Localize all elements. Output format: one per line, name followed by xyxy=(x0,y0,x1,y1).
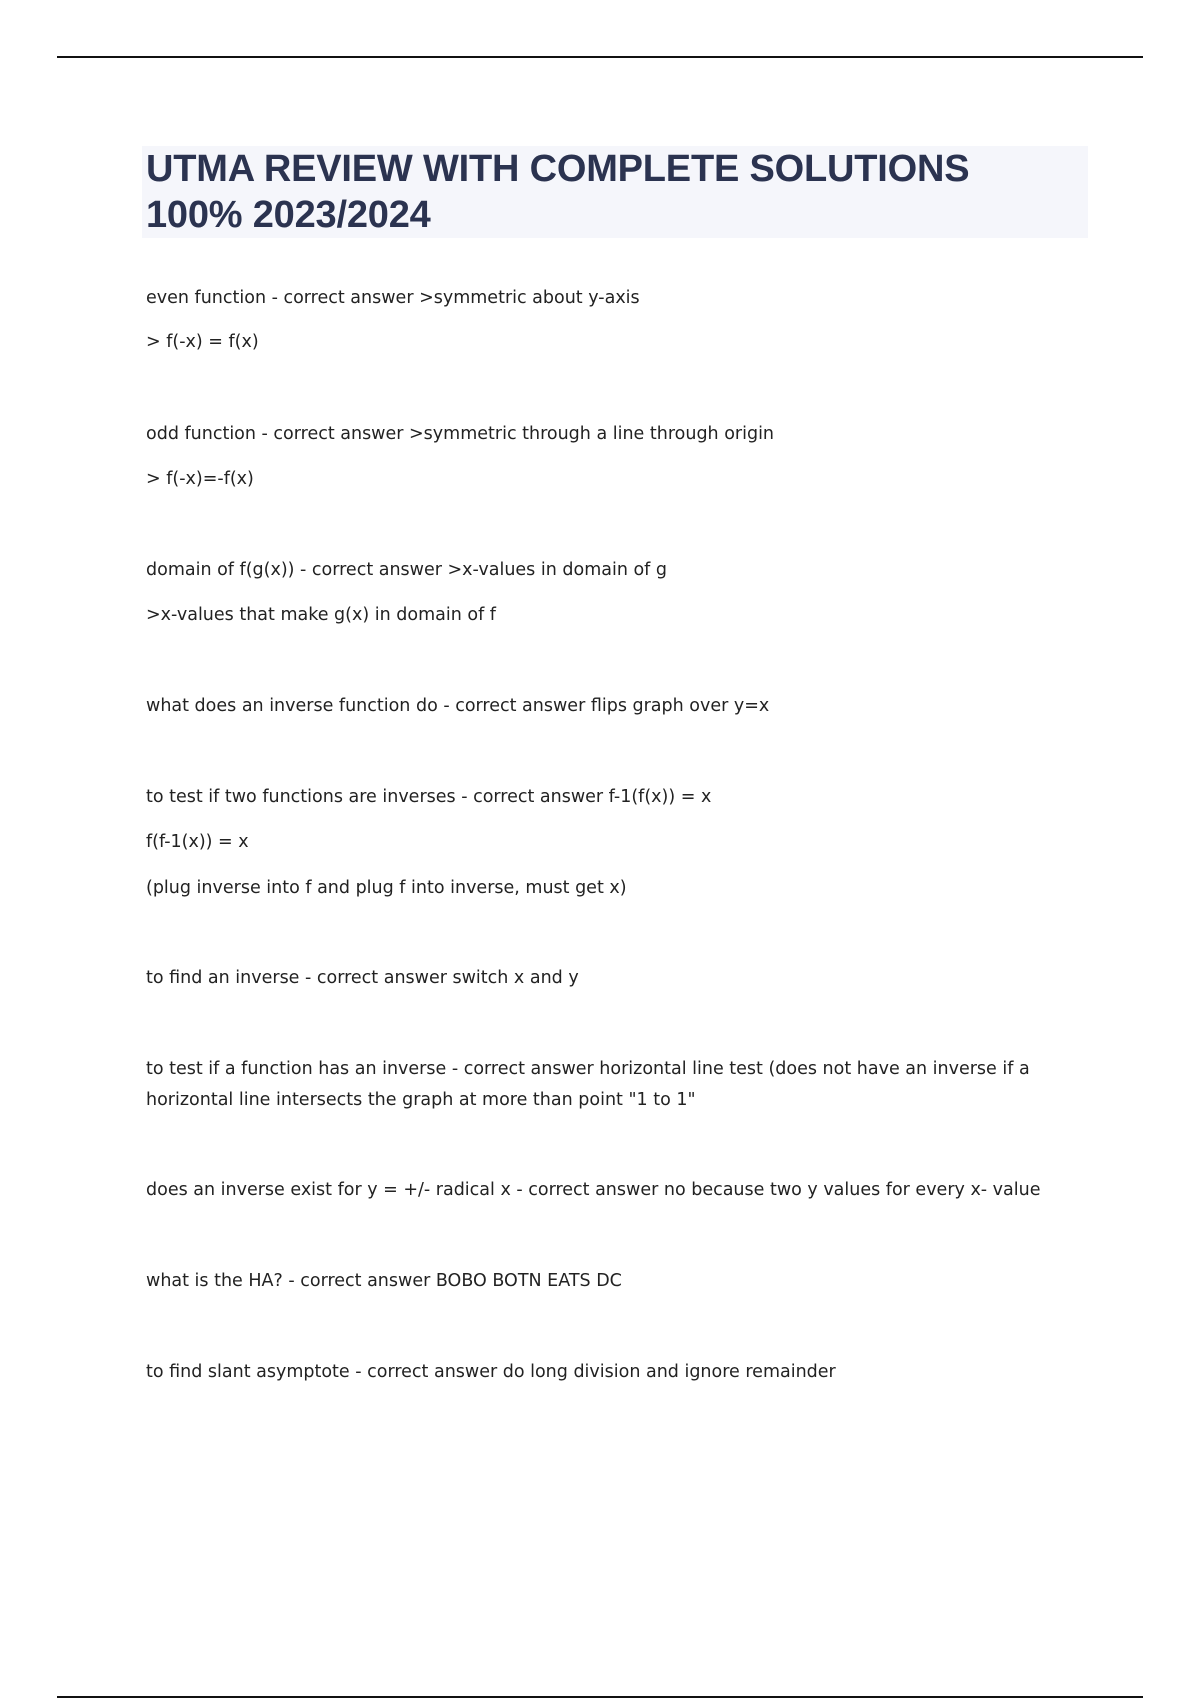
entry-3-line-1: domain of f(g(x)) - correct answer >x-values in domain of g xyxy=(146,560,668,580)
entry-7-text: to test if a function has an inverse - correct answer horizontal line test (does not have an inverse if a horizontal line intersects the graph at more than point "1 to 1" xyxy=(146,1059,1030,1110)
entry-2-line-2: > f(-x)=-f(x) xyxy=(146,469,254,489)
page-title xyxy=(146,146,1088,238)
entry-1-line-2: > f(-x) = f(x) xyxy=(146,332,259,352)
entry-1-line-1: even function - correct answer >symmetric about y-axis xyxy=(146,288,640,308)
title-line-2: 100% 2023/2024 xyxy=(146,194,431,236)
entry-4-line-1: what does an inverse function do - correct answer flips graph over y=x xyxy=(146,696,770,716)
entry-5-line-3: (plug inverse into f and plug f into inverse, must get x) xyxy=(146,878,627,898)
entry-8-line-1: does an inverse exist for y = +/- radical x - correct answer no because two y values for every x- value xyxy=(146,1180,1041,1200)
entry-5-line-2: f(f-1(x)) = x xyxy=(146,832,249,852)
title-line-1: UTMA REVIEW WITH COMPLETE SOLUTIONS xyxy=(146,148,970,190)
entry-5-line-1: to test if two functions are inverses - correct answer f-1(f(x)) = x xyxy=(146,787,712,807)
entry-10-line-1: to find slant asymptote - correct answer do long division and ignore remainder xyxy=(146,1362,836,1382)
entry-9-line-1: what is the HA? - correct answer BOBO BOTN EATS DC xyxy=(146,1271,622,1291)
top-rule xyxy=(57,56,1143,58)
entry-2-line-1: odd function - correct answer >symmetric through a line through origin xyxy=(146,424,775,444)
entry-6-line-1: to find an inverse - correct answer switch x and y xyxy=(146,968,579,988)
bottom-rule xyxy=(57,1696,1143,1698)
title-block xyxy=(142,146,1088,238)
entry-3-line-2: >x-values that make g(x) in domain of f xyxy=(146,605,496,625)
